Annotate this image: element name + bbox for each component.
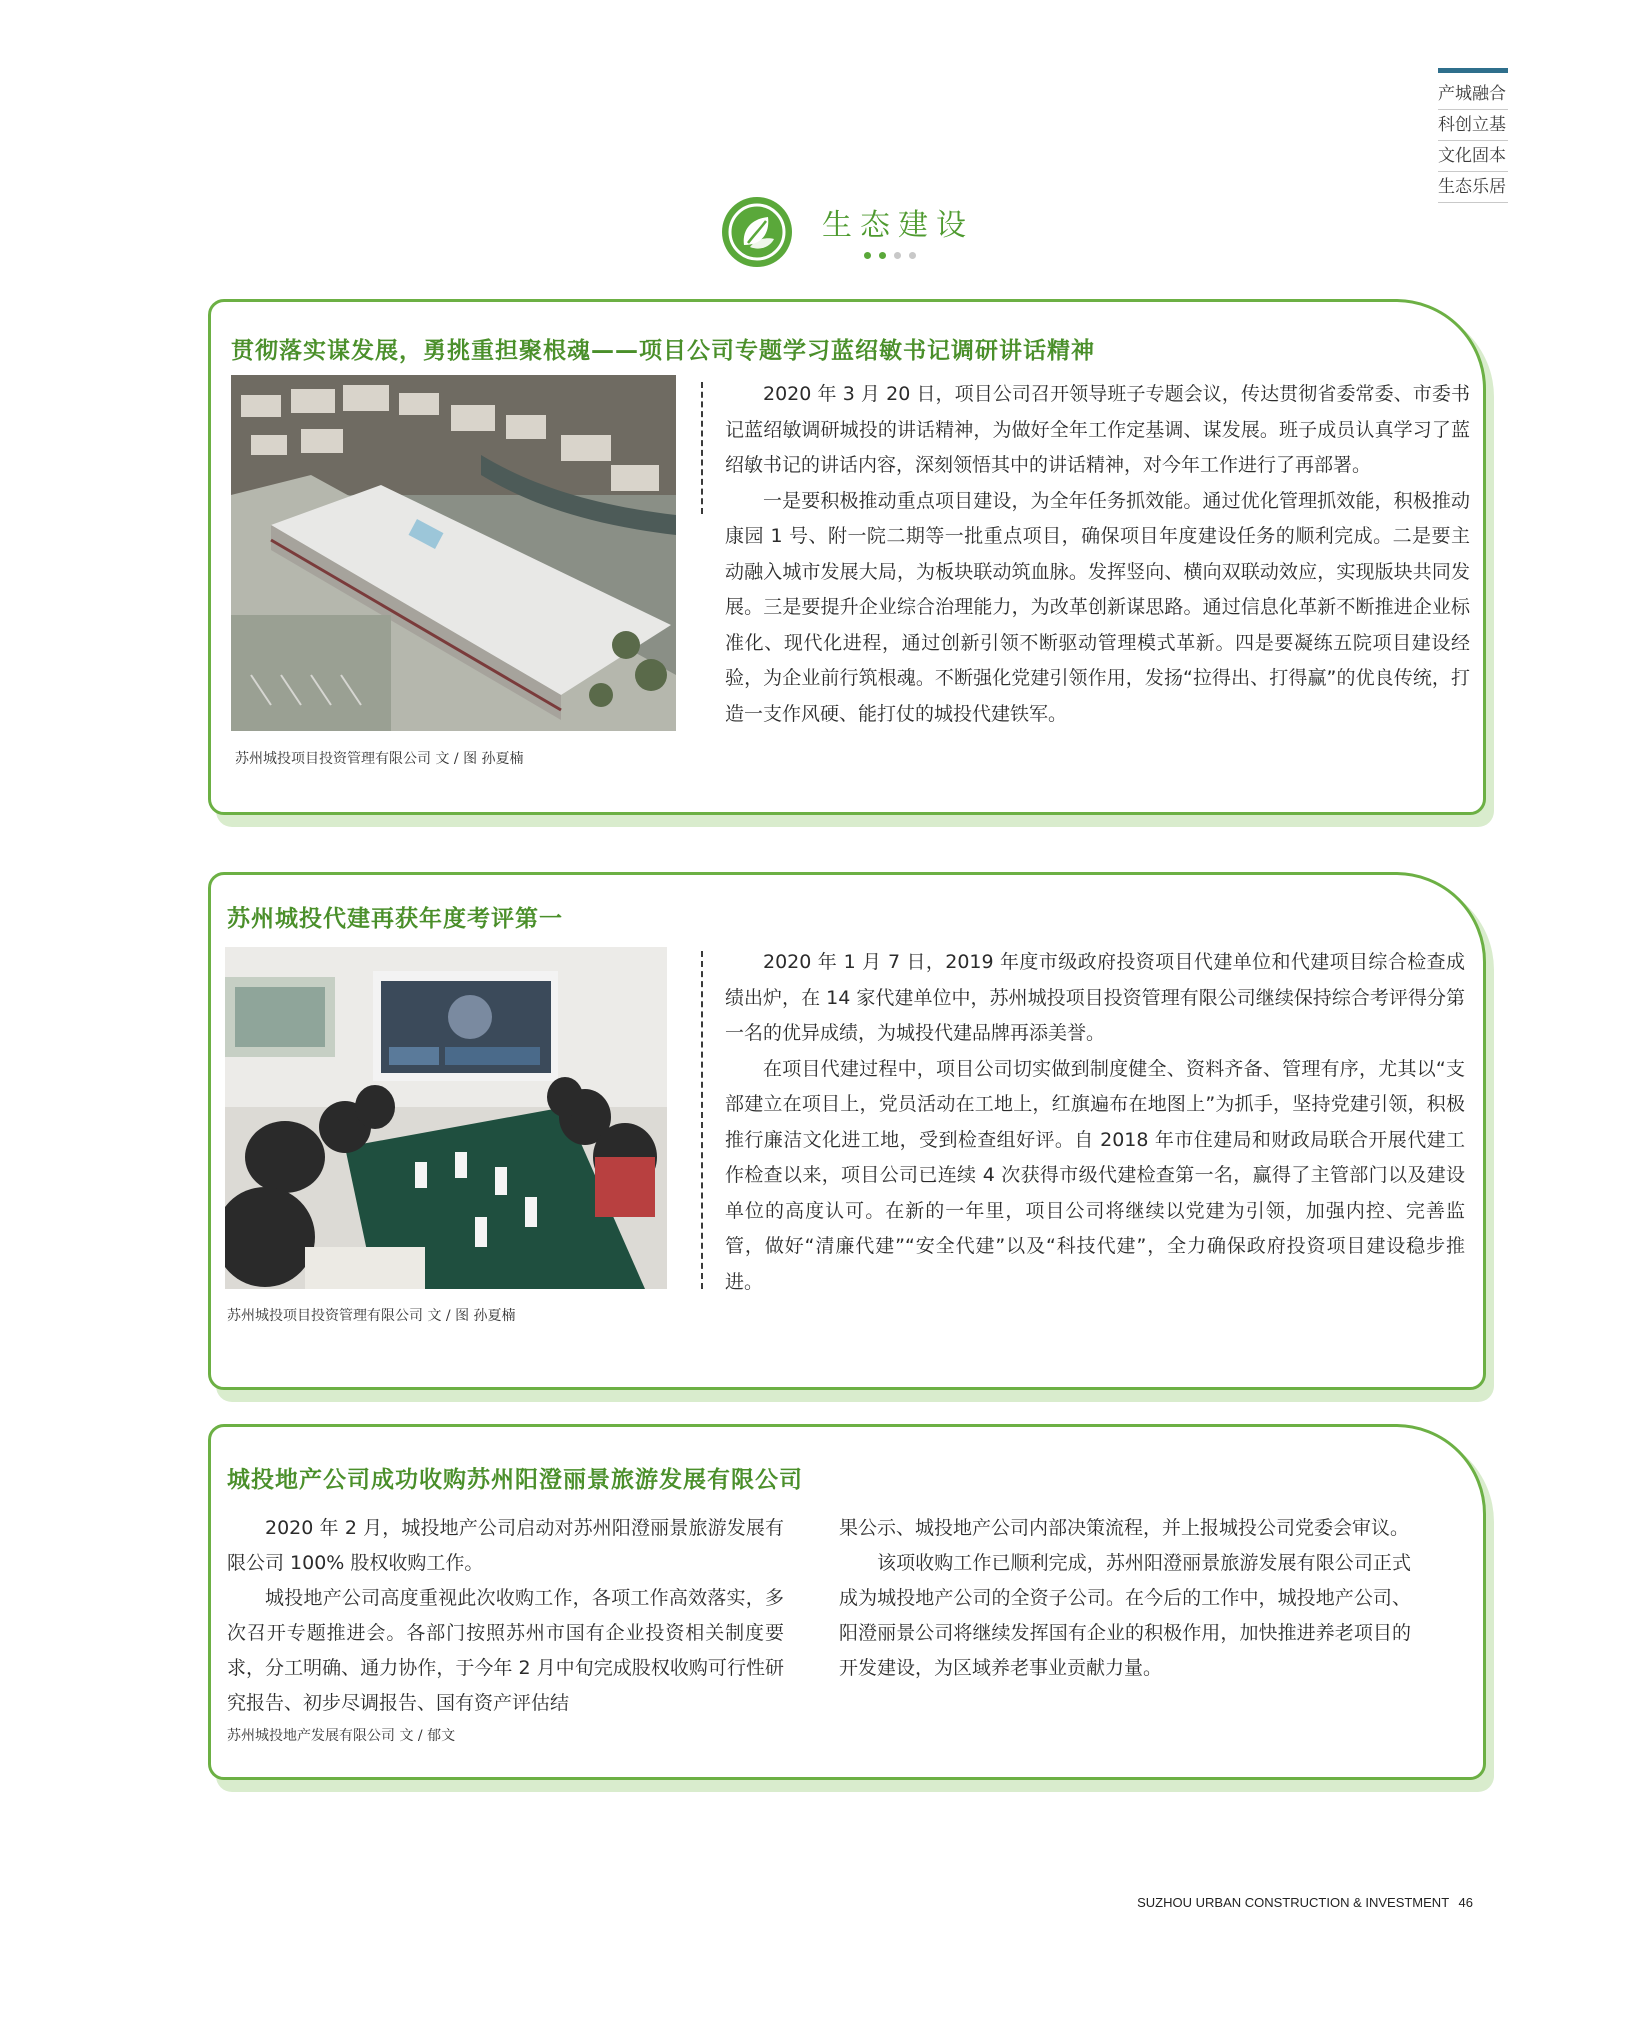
- side-nav-bar: [1438, 68, 1508, 73]
- dot: [894, 252, 901, 259]
- article-title[interactable]: 苏州城投代建再获年度考评第一: [227, 906, 563, 932]
- article-card: [208, 872, 1486, 1390]
- article-paragraph: 2020 年 2 月，城投地产公司启动对苏州阳澄丽景旅游发展有限公司 100% 股权收购工作。: [227, 1517, 784, 1574]
- section-title: 生态建设: [822, 208, 974, 243]
- article-paragraph: 2020 年 1 月 7 日，2019 年度市级政府投资项目代建单位和代建项目综合检查成绩出炉，在 14 家代建单位中，苏州城投项目投资管理有限公司继续保持综合考评得分第一名的优异成绩，为城投代建品牌再添美誉。: [725, 951, 1465, 1044]
- page-number: 46: [1458, 1895, 1473, 1910]
- photo-caption: 苏州城投项目投资管理有限公司 文 / 图 孙夏楠: [227, 1308, 516, 1324]
- article-paragraph: 一是要积极推动重点项目建设，为全年任务抓效能。通过优化管理抓效能，积极推动康园 1 号、附一院二期等一批重点项目，确保项目年度建设任务的顺利完成。二是要主动融入城市发展大局，为板块联动筑血脉。发挥竖向、横向双联动效应，实现版块共同发展。三是要提升企业综合治理能力，为改革创新谋思路。通过信息化革新不断推进企业标准化、现代化进程，通过创新引领不断驱动管理模式革新。四是要凝练五院项目建设经验，为企业前行筑根魂。不断强化党建引领作用，发扬“拉得出、打得赢”的优良传统，打造一支作风硬、能打仗的城投代建铁军。: [725, 489, 1470, 725]
- dot: [879, 252, 886, 259]
- side-nav-item[interactable]: 文化固本: [1438, 141, 1508, 172]
- article-column-left: [227, 1511, 784, 1721]
- article-paragraph: 该项收购工作已顺利完成，苏州阳澄丽景旅游发展有限公司正式成为城投地产公司的全资子公司。在今后的工作中，城投地产公司、阳澄丽景公司将继续发挥国有企业的积极作用，加快推进养老项目的开发建设，为区域养老事业贡献力量。: [839, 1552, 1411, 1679]
- dot: [864, 252, 871, 259]
- article-body: [725, 945, 1465, 1300]
- aerial-construction-photo: [231, 375, 676, 731]
- article-card: [208, 299, 1486, 815]
- divider-line: [701, 382, 703, 514]
- article-paragraph: 在项目代建过程中，项目公司切实做到制度健全、资料齐备、管理有序，尤其以“支部建立在项目上，党员活动在工地上，红旗遍布在地图上”为抓手，坚持党建引领，积极推行廉洁文化进工地，受到检查组好评。自 2018 年市住建局和财政局联合开展代建工作检查以来，项目公司已连续 4 次获得市级代建检查第一名，赢得了主管部门以及建设单位的高度认可。在新的一年里，项目公司将继续以党建为引领，加强内控、完善监管，做好“清廉代建”“安全代建”以及“科技代建”，全力确保政府投资项目建设稳步推进。: [725, 1057, 1465, 1293]
- side-nav-item[interactable]: 产城融合: [1438, 79, 1508, 110]
- meeting-room-photo: [225, 947, 667, 1289]
- article-body: [725, 377, 1470, 732]
- article-card: [208, 1424, 1486, 1780]
- article-column-right: [839, 1511, 1411, 1686]
- publication-name: SUZHOU URBAN CONSTRUCTION & INVESTMENT: [1137, 1895, 1449, 1910]
- article-paragraph: 城投地产公司高度重视此次收购工作，各项工作高效落实，多次召开专题推进会。各部门按照苏州市国有企业投资相关制度要求，分工明确、通力协作，于今年 2 月中旬完成股权收购可行性研究报告、初步尽调报告、国有资产评估结: [227, 1587, 784, 1714]
- divider-line: [701, 951, 703, 1289]
- side-nav-item[interactable]: 科创立基: [1438, 110, 1508, 141]
- dot: [909, 252, 916, 259]
- article-paragraph: 果公示、城投地产公司内部决策流程，并上报城投公司党委会审议。: [839, 1517, 1410, 1539]
- photo-caption: 苏州城投项目投资管理有限公司 文 / 图 孙夏楠: [235, 751, 524, 767]
- leaf-icon: [720, 195, 794, 269]
- article-paragraph: 2020 年 3 月 20 日，项目公司召开领导班子专题会议，传达贯彻省委常委、市委书记蓝绍敏调研城投的讲话精神，为做好全年工作定基调、谋发展。班子成员认真学习了蓝绍敏书记的讲话内容，深刻领悟其中的讲话精神，对今年工作进行了再部署。: [725, 383, 1470, 476]
- page-footer: [1137, 1895, 1473, 1910]
- article-title[interactable]: 贯彻落实谋发展，勇挑重担聚根魂——项目公司专题学习蓝绍敏书记调研讲话精神: [231, 338, 1095, 364]
- article-title[interactable]: 城投地产公司成功收购苏州阳澄丽景旅游发展有限公司: [227, 1467, 803, 1493]
- pagination-dots: [864, 252, 916, 259]
- photo-caption: 苏州城投地产发展有限公司 文 / 郁文: [227, 1728, 456, 1744]
- side-nav-item[interactable]: 生态乐居: [1438, 172, 1508, 203]
- side-nav: [1438, 68, 1508, 203]
